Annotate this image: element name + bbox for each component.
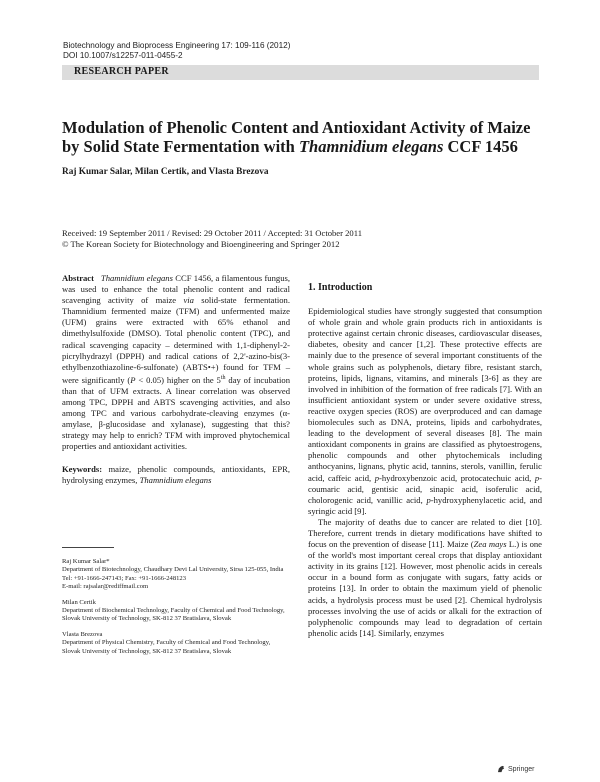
abstract-label: Abstract: [62, 273, 94, 283]
email-link[interactable]: E-mail: rajsalar@rediffmail.com: [62, 583, 149, 591]
abstract: Abstract Thamnidium elegans CCF 1456, a filamentous fungus, was used to enhance the total phenolic content and radical scavenging activity of maize via solid-state fermentation. Thamnidium fermented maize (TFM) and unfermented maize (UFM) grains were extracted with 65% ethanol and dimethylsulfoxide (DMSO). Total phenolic content (TPC), and radical scavenging capacity – determined with 1,1-diphenyl-2-picrylhydrazyl (DPPH) and radical cations of 2,2'-azino-bis(3-ethylbenzothiazoline-6-sulfonate) (ABTS•+) found for TFM – were significantly (P < 0.05) higher on the 5th day of incubation than that of UFM extracts. A linear correlation was observed among TPC, DPPH and ABTS scavenging activities, and also among TPC and various carbohydrate-cleaving enzymes (α-amylase, β-glucosidase and xylanase), suggesting that this? strategy may help to enrich? TFM with improved phytochemical properties and antioxidant activities.: [62, 273, 290, 452]
title-strain: CCF 1456: [443, 137, 518, 156]
abstract-column: [62, 273, 290, 487]
paper-type-label: RESEARCH PAPER: [74, 66, 169, 77]
doi: DOI 10.1007/s12257-011-0455-2: [63, 51, 183, 60]
affiliations: [62, 558, 290, 663]
received-dates: Received: 19 September 2011 / Revised: 29 October 2011 / Accepted: 31 October 2011: [62, 228, 362, 238]
paper-title: [62, 118, 542, 156]
title-text: Modulation of Phenolic Content and Antioxidant Activity of Maize by Solid State Fermentation with: [62, 118, 531, 156]
affiliation-salar: Raj Kumar Salar* Department of Biotechnology, Chaudhary Devi Lal University, Sirsa 125-055, India Tel: +91-1666-247143; Fax: +91-1666-248123 E-mail: rajsalar@rediffmail.com: [62, 558, 290, 592]
intro-paragraph-2: The majority of deaths due to cancer are related to diet [10]. Therefore, current trends in dietary modifications have shifted to focus on the prevention of disease [11]. Maize (Zea mays L.) is one of the world's most important cereal crops that display antioxidant activity in its grains [12]. However, most phenolic acids in cereals occur in a bound form as conjugate with sugars, fatty acids or proteins [13]. In order to obtain the maximum yield of phenolic acids, a hydrolysis process must be used [2]. Chemical hydrolysis processes involving the use of acids or alkali for the extraction of polyphenolic compounds may lead to degradation of certain phenolic acids [14]. Similarly, enzymes: [308, 516, 542, 638]
copyright: © The Korean Society for Biotechnology and Bioengineering and Springer 2012: [62, 239, 340, 249]
dates-block: [62, 228, 362, 250]
introduction-column: [308, 282, 542, 639]
keywords-label: Keywords:: [62, 464, 103, 475]
journal-citation: Biotechnology and Bioprocess Engineering 17: 109-116 (2012): [63, 41, 291, 50]
keywords: Keywords: maize, phenolic compounds, antioxidants, EPR, hydrolysing enzymes, Thamnidium elegans: [62, 464, 290, 486]
authors: Raj Kumar Salar, Milan Certik, and Vlasta Brezova: [62, 167, 269, 177]
section-heading: 1. Introduction: [308, 282, 373, 293]
springer-horse-icon: [497, 765, 506, 773]
title-species: Thamnidium elegans: [298, 137, 444, 156]
affiliation-divider: [62, 547, 114, 548]
affiliation-name: Raj Kumar Salar*: [62, 558, 110, 565]
affiliation-brezova: Vlasta Brezova Department of Physical Chemistry, Faculty of Chemical and Food Technology, Slovak University of Technology, SK-812 37 Bratislava, Slovak: [62, 631, 290, 656]
affiliation-name: Milan Certik: [62, 598, 96, 606]
journal-header: [63, 41, 290, 61]
affiliation-name: Vlasta Brezova: [62, 630, 103, 638]
paper-type-banner: [62, 65, 539, 80]
publisher-name: Springer: [508, 765, 535, 773]
intro-paragraph-1: Epidemiological studies have strongly suggested that consumption of whole grain and whole grain products rich in antioxidants is protective against certain chronic diseases, cardiovascular diseases, diabetes, obesity and cancer [1,2]. These protective effects are mainly due to the presence of several important constituents of the whole grains such as polyphenols, dietary fibre, resistant starch, proteins, lipids, lignans, vitamins, and minerals [3-6] as they are involved in inhibition of the formation of free radicals [7]. With an insufficient antioxidant system or under severe oxidative stress, reactive oxygen species (ROS) are overproduced and can damage biomolecules such as DNA, proteins, lipids and carbohydrates, leading to the development of several diseases [8]. The main antioxidant components in grains are classified as phytoestrogens, phenolic compounds and other phytochemicals including anthocyanins, lignans, phytic acid, tannins, sterols, vanillin, ferulic acid, caffeic acid, p-hydroxybenzoic acid, protocatechuic acid, p-coumaric acid, gentisic acid, sinapic acid, isoferulic acid, cholorogenic acid, vanillic acid, p-hydroxyphenylacetic acid, and syringic acid [9].: [308, 306, 542, 516]
publisher-logo: [497, 765, 534, 773]
affiliation-certik: Milan Certik Department of Biochemical Technology, Faculty of Chemical and Food Technology, Slovak University of Technology, SK-812 37 Bratislava, Slovak: [62, 599, 290, 624]
